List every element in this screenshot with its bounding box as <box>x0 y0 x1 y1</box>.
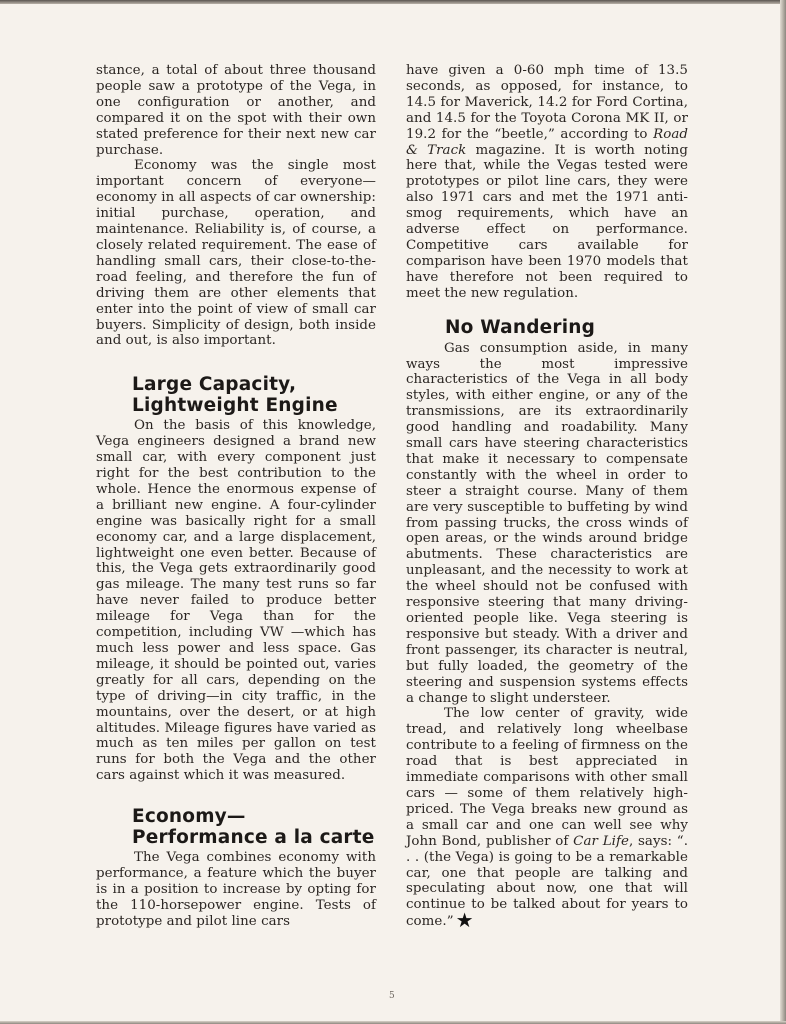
page-number: 5 <box>389 991 395 1001</box>
paragraph-continuation: stance, a total of about three thousand people saw a prototype of the Vega, in one configuration or another, and compared it on the spot with their own stated preference for their next new car purchase. <box>96 63 376 158</box>
paragraph-engine: On the basis of this knowledge, Vega engineers designed a brand new small car, with every component just right for the best contribution to the whole. Hence the enormous expense of a brilliant new engine. A four-cylinder engine was basically right for a small economy car, and a large displacement, lightweight one even better. Because of this, the Vega gets extraordinarily good gas mileage. The many test runs so far have never failed to produce better mileage for Vega than for the competition, including VW —which has much less power and less space. Gas mileage, it should be pointed out, varies greatly for all cars, depending on the type of driving—in city traffic, in the mountains, over the desert, or at high altitudes. Mileage figures have varied as much as ten miles per gallon on test runs for both the Vega and the other cars against which it was measured. <box>96 418 376 784</box>
text-run: , says: “. . . (the Vega) is going to be a remarkable car, one that people are talking and speculating about now, one that will continue to be talked about for years to come.” <box>406 833 688 930</box>
heading-line: Economy— <box>132 806 246 828</box>
heading-line: Lightweight Engine <box>132 395 338 417</box>
page-edge-right <box>780 0 786 1024</box>
paragraph-acceleration <box>406 63 688 302</box>
paragraph-performance: The Vega combines economy with performance, a feature which the buyer is in a position to increase by opting for the 110-horsepower engine. Tests of prototype and pilot line cars <box>96 850 376 929</box>
paragraph-center-of-gravity <box>406 706 688 933</box>
page-edge-top <box>0 0 786 4</box>
text-run: have given a 0-60 mph time of 13.5 seconds, as opposed, for instance, to 14.5 for Maverick, 14.2 for Ford Cortina, and 14.5 for the Toyota Corona MK II, or 19.2 for the “beetle,” according to <box>406 63 688 142</box>
star-end-mark-icon: ★ <box>455 908 474 933</box>
heading-large-capacity <box>132 374 376 416</box>
paragraph-economy-concern: Economy was the single most important concern of everyone—economy in all aspects of car ownership: initial purchase, operation, and maintenance. Reliability is, of course, a closely related requirement. The ease of handling small cars, their close-to-the-road feeling, and therefore the fun of driving them are other elements that enter into the point of view of small car buyers. Simplicity of design, both inside and out, is also important. <box>96 158 376 349</box>
heading-economy-performance <box>132 806 376 848</box>
heading-no-wandering: No Wandering <box>445 316 596 338</box>
magazine-title: Car Life <box>573 833 629 849</box>
magazine-title: Road & Track <box>406 126 688 158</box>
text-run: magazine. It is worth noting here that, while the Vegas tested were prototypes or pilot line cars, they were also 1971 cars and met the 1971 anti-smog requirements, which have an adverse effect on performance. Competitive cars available for comparison have been 1970 models that have therefore not been required to meet the new regulation. <box>406 142 688 301</box>
heading-line: Performance a la carte <box>132 827 375 849</box>
text-run: The low center of gravity, wide tread, and relatively long wheelbase contribute to a feeling of firmness on the road that is best appreciated in immediate comparisons with other small cars — some of them relatively high-priced. The Vega breaks new ground as a small car and one can well see why John Bond, publisher of <box>406 706 688 849</box>
paragraph-handling: Gas consumption aside, in many ways the most impressive characteristics of the Vega in all body styles, with either engine, or any of the transmissions, are its extraordinarily good handling and roadability. Many small cars have steering characteristics that make it necessary to compensate constantly with the wheel in order to steer a straight course. Many of them are very susceptible to buffeting by wind from passing trucks, the cross winds of open areas, or the winds around bridge abutments. These characteristics are unpleasant, and the necessity to work at the wheel should not be confused with responsive steering that many driving-oriented people like. Vega steering is responsive but steady. With a driver and front passenger, its character is neutral, but fully loaded, the geometry of the steering and suspension systems effects a change to slight understeer. <box>406 340 688 706</box>
left-column <box>96 63 376 930</box>
right-column <box>406 63 688 933</box>
heading-line: Large Capacity, <box>132 374 297 396</box>
